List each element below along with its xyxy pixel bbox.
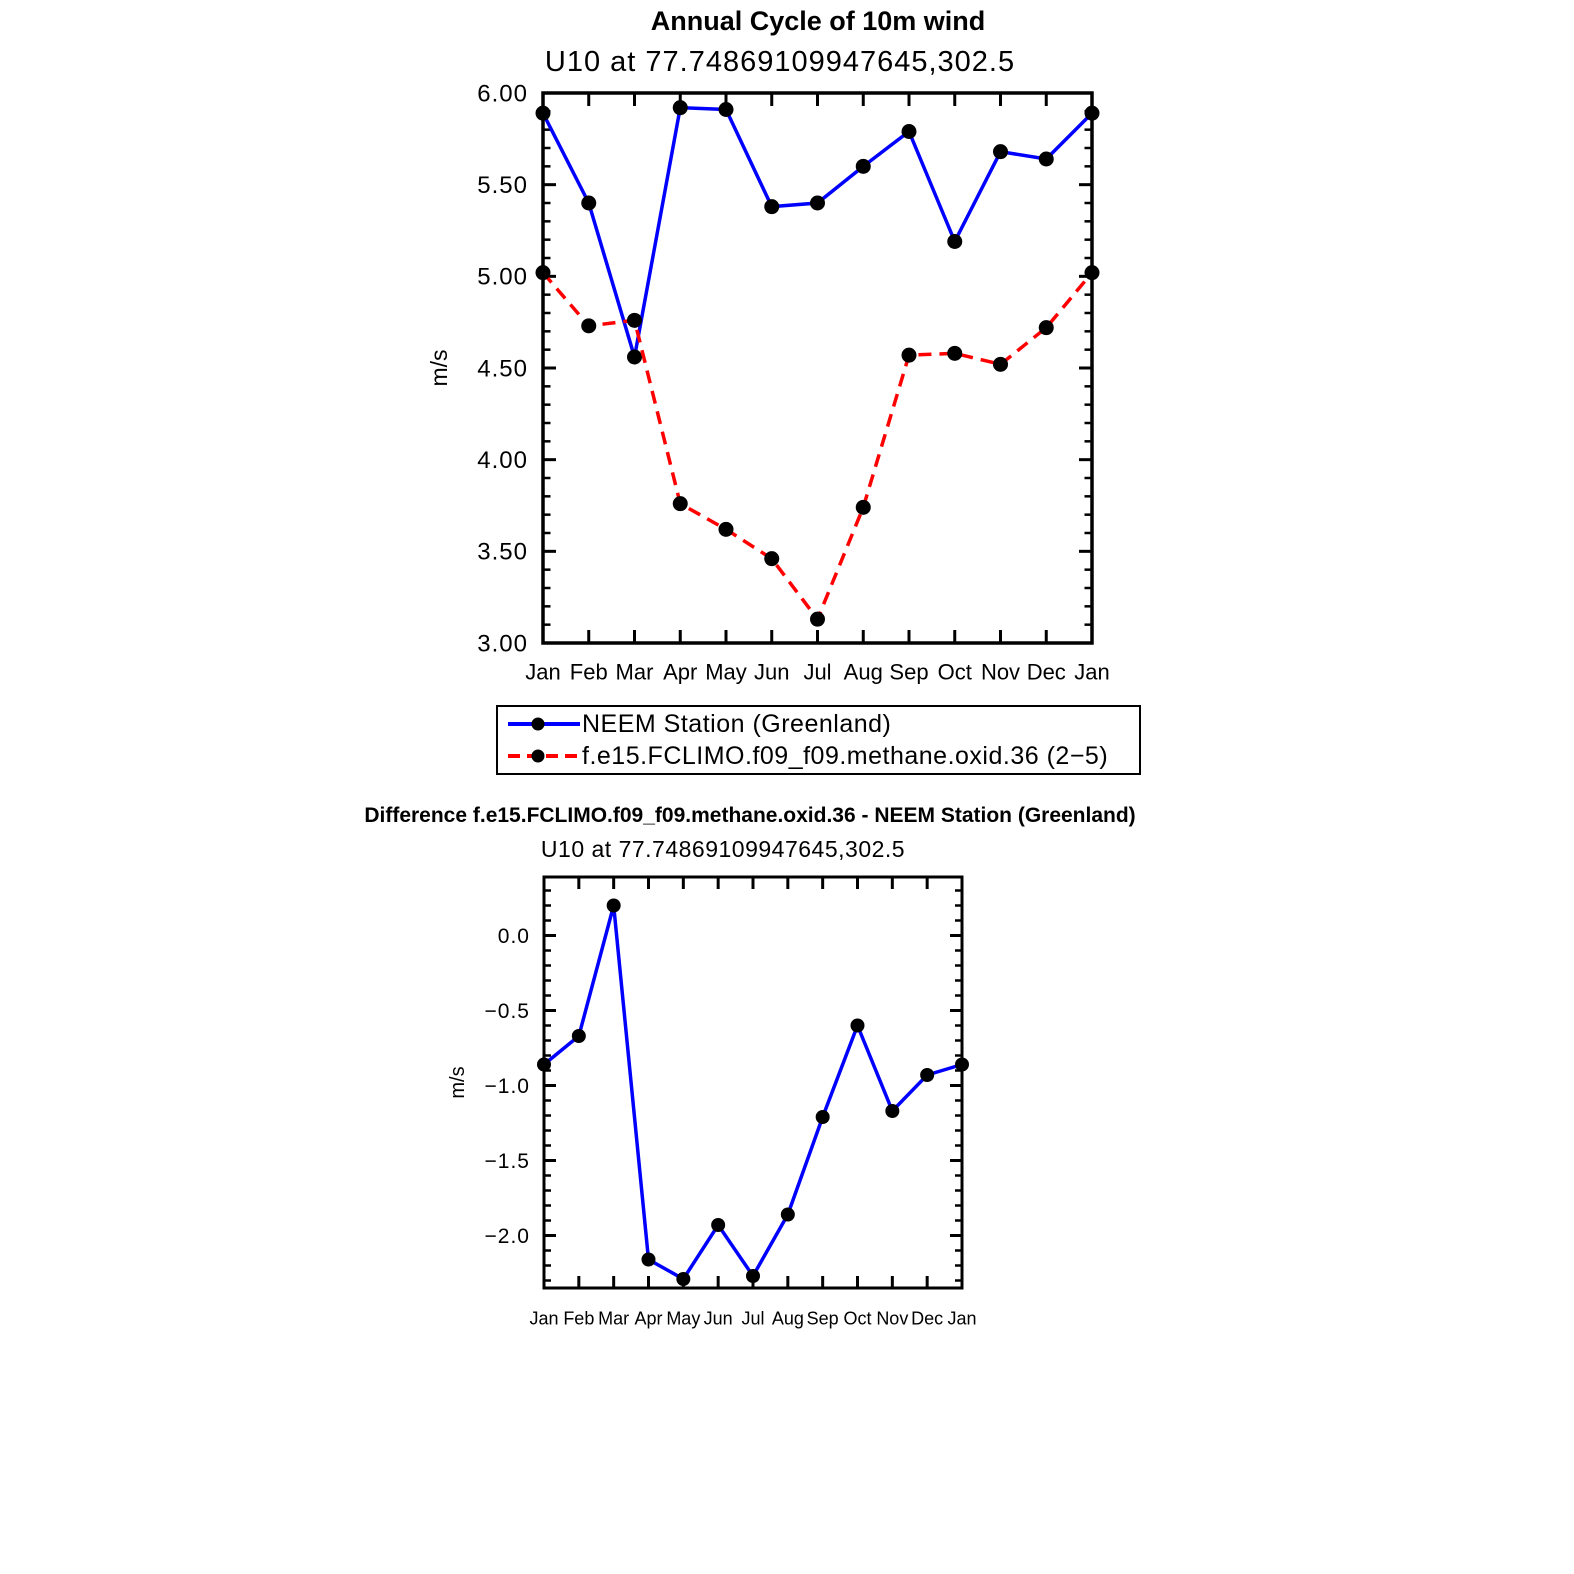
x-tick-label: Apr xyxy=(663,659,698,685)
y-tick-label: 6.00 xyxy=(477,80,528,108)
data-point-marker xyxy=(673,100,688,115)
data-point-marker xyxy=(746,1269,760,1283)
x-tick-label: Oct xyxy=(843,1308,872,1329)
data-point-marker xyxy=(607,899,621,913)
y-tick-label: −2.0 xyxy=(484,1224,530,1248)
y-tick-label: −1.0 xyxy=(484,1074,530,1098)
legend-marker-dot xyxy=(532,750,545,763)
data-point-marker xyxy=(719,522,734,537)
data-point-marker xyxy=(1039,320,1054,335)
data-point-marker xyxy=(955,1058,969,1072)
x-tick-label: Jun xyxy=(754,659,790,685)
data-point-marker xyxy=(676,1272,690,1286)
y-tick-label: 5.00 xyxy=(477,263,528,291)
data-point-marker xyxy=(581,196,596,211)
y-tick-label: 3.50 xyxy=(477,538,528,566)
top-chart-title: Annual Cycle of 10m wind xyxy=(650,6,986,36)
data-point-marker xyxy=(572,1029,586,1043)
x-tick-label: Jan xyxy=(1074,659,1110,685)
x-tick-label: Nov xyxy=(980,659,1021,685)
data-point-marker xyxy=(719,102,734,117)
x-tick-label: Aug xyxy=(843,659,883,685)
data-point-marker xyxy=(536,106,551,121)
y-tick-label: 4.50 xyxy=(477,355,528,383)
data-point-marker xyxy=(764,199,779,214)
x-tick-label: Sep xyxy=(806,1308,839,1329)
x-tick-label: Dec xyxy=(911,1308,944,1329)
x-tick-label: Jun xyxy=(703,1308,733,1329)
x-tick-label: Aug xyxy=(771,1308,804,1329)
x-tick-label: Feb xyxy=(563,1308,595,1329)
difference-chart-title: Difference f.e15.FCLIMO.f09_f09.methane.oxid.36 - NEEM Station (Greenland) xyxy=(364,804,1136,827)
legend-marker-dot xyxy=(532,718,545,731)
x-tick-label: Oct xyxy=(937,659,972,685)
series-line xyxy=(543,108,1092,357)
legend-item-neem-station xyxy=(506,709,1139,739)
data-point-marker xyxy=(993,144,1008,159)
legend-label-neem-station: NEEM Station (Greenland) xyxy=(582,709,892,738)
x-tick-label: Mar xyxy=(615,659,654,685)
y-tick-label: −1.5 xyxy=(484,1149,530,1173)
data-point-marker xyxy=(627,350,642,365)
x-tick-label: Apr xyxy=(634,1308,663,1329)
data-point-marker xyxy=(536,265,551,280)
x-tick-label: May xyxy=(705,659,747,685)
y-tick-label: 4.00 xyxy=(477,447,528,475)
plot-border xyxy=(543,93,1092,643)
x-tick-label: Sep xyxy=(889,659,929,685)
x-tick-label: Dec xyxy=(1026,659,1066,685)
y-tick-label: 5.50 xyxy=(477,172,528,200)
data-point-marker xyxy=(902,348,917,363)
data-point-marker xyxy=(902,124,917,139)
legend-sample-dashed-line xyxy=(506,747,582,765)
x-tick-label: Jan xyxy=(525,659,561,685)
data-point-marker xyxy=(1039,152,1054,167)
data-point-marker xyxy=(581,318,596,333)
legend-label-model-run: f.e15.FCLIMO.f09_f09.methane.oxid.36 (2−5) xyxy=(582,741,1109,770)
x-tick-label: May xyxy=(666,1308,701,1329)
data-point-marker xyxy=(537,1058,551,1072)
data-point-marker xyxy=(711,1218,725,1232)
y-tick-label: 3.00 xyxy=(477,630,528,658)
x-tick-label: Jul xyxy=(741,1308,765,1329)
data-point-marker xyxy=(816,1110,830,1124)
x-tick-label: Mar xyxy=(598,1308,630,1329)
legend-sample-solid-line xyxy=(506,715,582,733)
x-tick-label: Jan xyxy=(529,1308,559,1329)
data-point-marker xyxy=(856,159,871,174)
data-point-marker xyxy=(627,313,642,328)
y-axis-title: m/s xyxy=(447,1066,469,1099)
y-tick-label: 0.0 xyxy=(497,924,530,948)
data-point-marker xyxy=(920,1068,934,1082)
data-point-marker xyxy=(947,346,962,361)
legend-item-model-run xyxy=(506,741,1139,771)
x-tick-label: Jan xyxy=(947,1308,977,1329)
y-tick-label: −0.5 xyxy=(484,999,530,1023)
data-point-marker xyxy=(764,551,779,566)
data-point-marker xyxy=(1085,265,1100,280)
data-point-marker xyxy=(947,234,962,249)
data-point-marker xyxy=(993,357,1008,372)
data-point-marker xyxy=(642,1253,656,1267)
data-point-marker xyxy=(673,496,688,511)
x-tick-label: Nov xyxy=(876,1308,909,1329)
data-point-marker xyxy=(810,612,825,627)
y-axis-title: m/s xyxy=(426,349,452,387)
data-point-marker xyxy=(781,1208,795,1222)
top-chart-subtitle: U10 at 77.74869109947645,302.5 xyxy=(544,46,1016,78)
legend xyxy=(496,705,1141,775)
data-point-marker xyxy=(885,1104,899,1118)
x-tick-label: Feb xyxy=(569,659,608,685)
difference-chart-subtitle: U10 at 77.74869109947645,302.5 xyxy=(540,836,906,862)
data-point-marker xyxy=(856,500,871,515)
data-point-marker xyxy=(1085,106,1100,121)
series-line xyxy=(544,906,962,1280)
x-tick-label: Jul xyxy=(803,659,832,685)
data-point-marker xyxy=(851,1019,865,1033)
plot-border xyxy=(544,877,962,1288)
data-point-marker xyxy=(810,196,825,211)
